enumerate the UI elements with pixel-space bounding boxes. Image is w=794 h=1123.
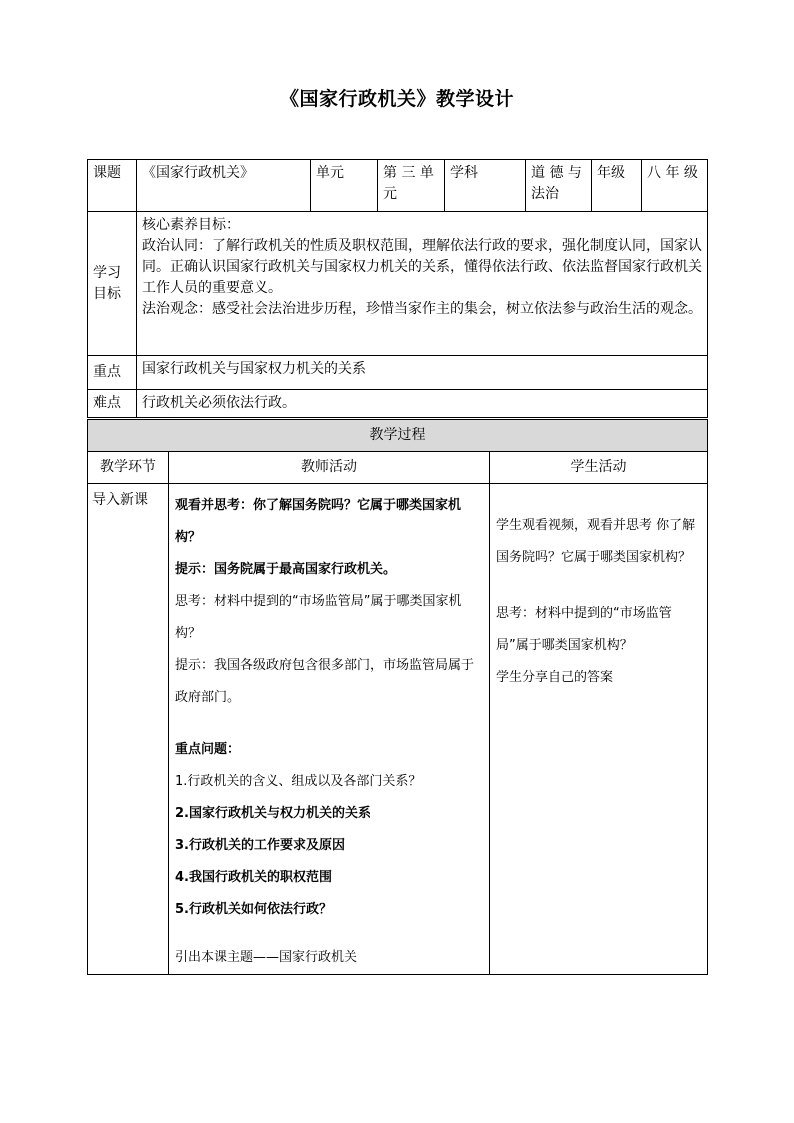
grade-label: 年级	[592, 160, 642, 212]
topic-label: 课题	[88, 160, 137, 212]
teacher-line: 思考：材料中提到的“市场监管局”属于哪类国家机构？	[175, 594, 462, 641]
teacher-line: 提示：国务院属于最高国家行政机关。	[175, 562, 397, 577]
goals-line: 法治观念：感受社会法治进步历程，珍惜当家作主的集会，树立依法参与政治生活的观念。	[142, 301, 702, 317]
teacher-activity-cell	[169, 484, 490, 975]
unit-value: 第 三 单 元	[378, 160, 445, 212]
teacher-line: 1.行政机关的含义、组成以及各部门关系？	[175, 774, 422, 789]
col-header-teacher: 教师活动	[169, 452, 490, 484]
key-label: 重点	[88, 356, 137, 390]
subject-label: 学科	[445, 160, 526, 212]
grade-value: 八 年 级	[642, 160, 708, 212]
course-info-table	[87, 159, 708, 418]
topic-value: 《国家行政机关》	[137, 160, 311, 212]
goals-label: 学习 目标	[88, 212, 137, 356]
difficulty-value: 行政机关必须依法行政。	[137, 390, 708, 418]
col-header-stage: 教学环节	[88, 452, 169, 484]
stage-cell: 导入新课	[88, 484, 169, 975]
document-title: 《国家行政机关》教学设计	[279, 88, 514, 110]
goals-line: 核心素养目标：	[142, 217, 240, 233]
goals-content	[137, 212, 708, 356]
teacher-line: 引出本课主题——国家行政机关	[175, 950, 358, 965]
key-value: 国家行政机关与国家权力机关的关系	[137, 356, 708, 390]
teaching-process-table	[87, 419, 708, 975]
student-line: 思考：材料中提到的“市场监管局”属于哪类国家机构？	[496, 606, 672, 653]
teacher-line: 重点问题：	[175, 742, 241, 757]
col-header-student: 学生活动	[490, 452, 708, 484]
student-line: 学生分享自己的答案	[496, 670, 614, 685]
teacher-line: 观看并思考：你了解国务院吗？它属于哪类国家机构？	[175, 498, 462, 545]
student-line: 学生观看视频，观看并思考 你了解国务院吗？它属于哪类国家机构？	[496, 518, 696, 565]
goals-line: 政治认同：了解行政机关的性质及职权范围，理解依法行政的要求，强化制度认同，国家认同。正确认识国家行政机关与国家权力机关的关系，懂得依法行政、依法监督国家行政机关工作人员的重要意义。	[142, 238, 702, 296]
teacher-line: 3.行政机关的工作要求及原因	[175, 838, 345, 853]
subject-value: 道 德 与 法治	[526, 160, 592, 212]
difficulty-label: 难点	[88, 390, 137, 418]
unit-label: 单元	[311, 160, 378, 212]
teacher-line: 提示：我国各级政府包含很多部门，市场监管局属于政府部门。	[175, 658, 475, 705]
student-activity-cell	[490, 484, 708, 975]
process-header: 教学过程	[88, 420, 708, 452]
teacher-line: 5.行政机关如何依法行政？	[175, 902, 332, 917]
teacher-line: 2.国家行政机关与权力机关的关系	[175, 806, 371, 821]
teacher-line: 4.我国行政机关的职权范围	[175, 870, 332, 885]
